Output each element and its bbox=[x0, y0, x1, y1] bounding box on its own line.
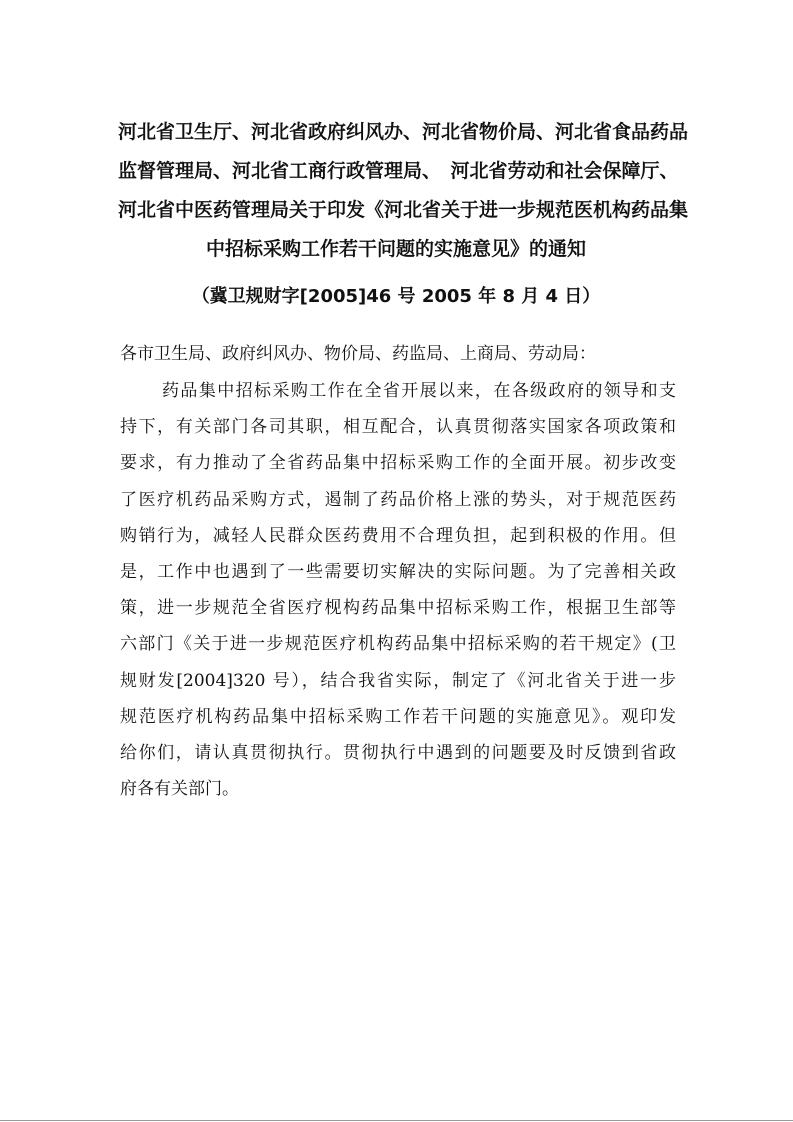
addressee-line: 各市卫生局、政府纠风办、物价局、药监局、上商局、劳动局： bbox=[120, 344, 596, 364]
page-bottom-divider bbox=[0, 1120, 793, 1121]
title-line: 中招标采购工作若干问题的实施意见》的通知 bbox=[205, 238, 586, 260]
body-line: 府各有关部门。 bbox=[120, 779, 239, 800]
title-line: 监督管理局、河北省工商行政管理局、 河北省劳动和社会保障厅、 bbox=[118, 160, 679, 182]
body-line: 是，工作中也遇到了一些需要切实解决的实际问题。为了完善相关政 bbox=[120, 561, 676, 582]
body-paragraph bbox=[120, 373, 676, 807]
body-line: 购销行为，减轻人民群众医药费用不合理负担，起到积极的作用。但 bbox=[120, 525, 676, 546]
body-line: 了医疗机药品采购方式，遏制了药品价格上涨的势头，对于规范医药 bbox=[120, 489, 676, 510]
body-line: 规财发[2004]320 号），结合我省实际，制定了《河北省关于进一步 bbox=[120, 670, 676, 691]
body-line: 策，进一步规范全省医疗枧构药品集中招标采购工作，根据卫生部等 bbox=[120, 598, 676, 619]
title-line: 河北省中医药管理局关于印发《河北省关于进一步规范医机构药品集 bbox=[118, 199, 689, 221]
body-line: 持下，有关部门各司其职，相互配合，认真贯彻落实国家各项政策和 bbox=[120, 417, 676, 438]
body-line: 药品集中招标采购工作在全省开展以来，在各级政府的领导和支 bbox=[162, 381, 676, 401]
body-line: 规范医疗机构药品集中招标采购工作若干问题的实施意见》。观印发 bbox=[120, 706, 676, 727]
body-line: 要求，有力推动了全省药品集中招标采购工作的全面开展。初步改变 bbox=[120, 453, 676, 474]
body-line: 给你们，请认真贯彻执行。贯彻执行中遇到的问题要及时反馈到省政 bbox=[120, 742, 676, 763]
document-number: （冀卫规财字[2005]46 号 2005 年 8 月 4 日） bbox=[191, 286, 601, 307]
title-line: 河北省卫生厅、河北省政府纠风办、河北省物价局、河北省食品药品 bbox=[118, 121, 689, 143]
document-title bbox=[118, 113, 689, 269]
body-line: 六部门《关于进一步规范医疗机构药品集中招标采购的若干规定》(卫 bbox=[120, 634, 676, 655]
